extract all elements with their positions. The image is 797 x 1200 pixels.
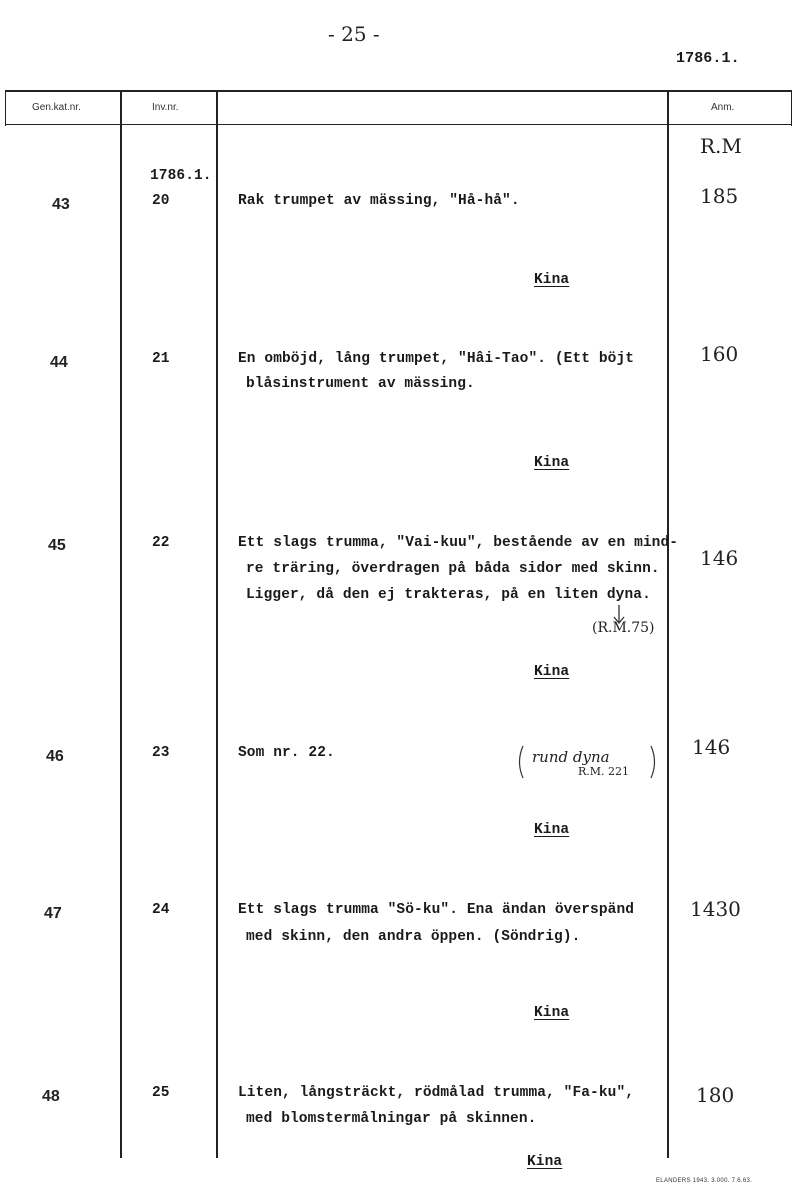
handwritten-note: rund dyna <box>532 748 610 766</box>
anm-value: 160 <box>700 342 739 366</box>
anm-value: 146 <box>700 546 739 570</box>
table-right-border <box>791 90 792 126</box>
table-top-border <box>5 90 792 92</box>
description-line: med skinn, den andra öppen. (Söndrig). <box>246 929 581 945</box>
description-line: re träring, överdragen på båda sidor med skinn. <box>246 561 660 577</box>
anm-value: 1430 <box>690 897 741 921</box>
handwritten-note-ref: R.M. 221 <box>578 765 630 778</box>
gen-number: 46 <box>46 748 64 765</box>
printer-footer: ELANDERS 1943. 3.000. 7.6.63. <box>656 1178 753 1184</box>
column-divider-1 <box>120 90 122 1158</box>
gen-number: 47 <box>44 905 62 922</box>
anm-rm-label: R.M <box>700 134 742 158</box>
inv-number: 23 <box>152 745 170 761</box>
anm-value: 185 <box>700 184 739 208</box>
origin-label: Kina <box>534 272 570 288</box>
gen-number: 43 <box>52 196 70 213</box>
column-divider-2 <box>216 90 218 1158</box>
gen-number: 45 <box>48 537 66 554</box>
inv-number: 20 <box>152 193 170 209</box>
inv-prefix: 1786.1. <box>150 168 212 184</box>
gen-number: 48 <box>42 1088 60 1105</box>
origin-label: Kina <box>534 1005 570 1021</box>
handwritten-note: (R.M.75) <box>592 620 655 636</box>
description-line: med blomstermålningar på skinnen. <box>246 1111 537 1127</box>
column-header-inv: Inv.nr. <box>152 102 179 113</box>
anm-value: 180 <box>696 1083 735 1107</box>
gen-number: 44 <box>50 354 68 371</box>
description-line: Ett slags trumma, "Vai-kuu", bestående av en mind- <box>238 535 679 551</box>
inv-number: 24 <box>152 902 170 918</box>
inv-number: 21 <box>152 351 170 367</box>
origin-label: Kina <box>534 455 570 471</box>
description-line: Ett slags trumma "Sö-ku". Ena ändan överspänd <box>238 902 635 918</box>
anm-value: 146 <box>692 735 731 759</box>
page-reference: 1786.1. <box>676 50 740 67</box>
inv-number: 22 <box>152 535 170 551</box>
description-line: Ligger, då den ej trakteras, på en liten dyna. <box>246 587 651 603</box>
column-header-anm: Anm. <box>711 102 735 113</box>
description-line: Liten, långsträckt, rödmålad trumma, "Fa-ku", <box>238 1085 635 1101</box>
table-left-border <box>5 90 6 126</box>
description-line: Som nr. 22. <box>238 745 335 761</box>
origin-label: Kina <box>534 664 570 680</box>
origin-label: Kina <box>534 822 570 838</box>
description-line: blåsinstrument av mässing. <box>246 376 475 392</box>
column-header-gen: Gen.kat.nr. <box>32 102 81 113</box>
column-divider-3 <box>667 90 669 1158</box>
page-number: - 25 - <box>328 22 380 46</box>
inv-number: 25 <box>152 1085 170 1101</box>
description-line: En omböjd, lång trumpet, "Hâi-Tao". (Ett böjt <box>238 351 635 367</box>
description-line: Rak trumpet av mässing, "Hå-hå". <box>238 193 520 209</box>
header-bottom-border <box>5 124 792 125</box>
origin-label: Kina <box>527 1154 563 1170</box>
